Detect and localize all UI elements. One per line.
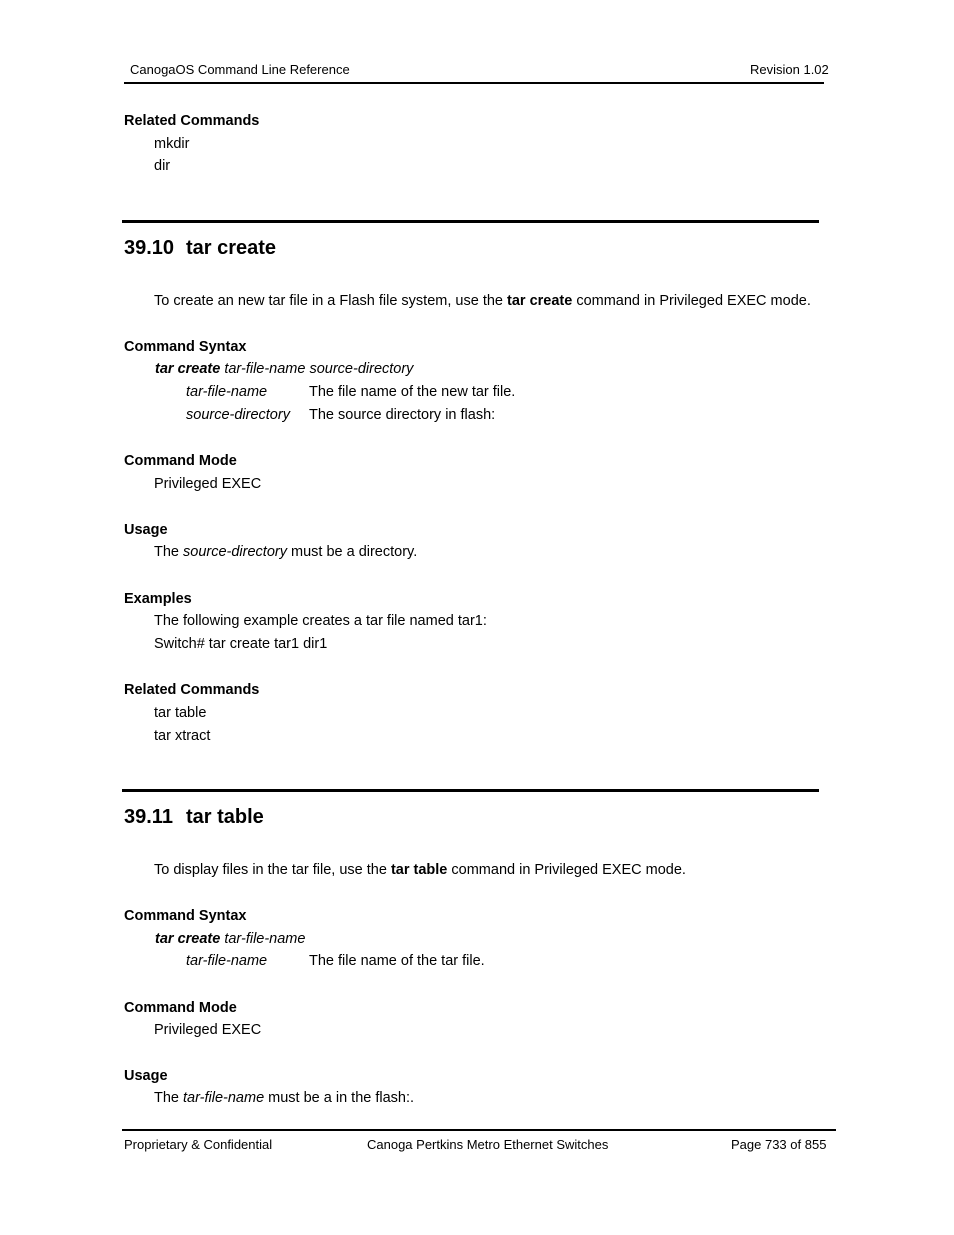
footer-confidential: Proprietary & Confidential (124, 1137, 273, 1152)
usage-text: The tar-file-name must be a in the flash:. (154, 1090, 415, 1106)
related-commands-heading: Related Commands (124, 682, 260, 698)
footer-page-number: Page 733 of 855 (731, 1137, 827, 1152)
related-command-tar-table: tar table (154, 705, 207, 721)
command-syntax: tar create tar-file-name (155, 931, 306, 947)
related-command-mkdir: mkdir (154, 136, 190, 152)
related-command-dir: dir (154, 158, 171, 174)
command-syntax-heading: Command Syntax (124, 339, 247, 355)
footer-rule (122, 1129, 836, 1131)
command-mode: Privileged EXEC (154, 1022, 262, 1038)
command-mode: Privileged EXEC (154, 476, 262, 492)
section-title-text: tar table (186, 806, 264, 828)
section-intro: To create an new tar file in a Flash file system, use the tar create command in Privileged EXEC mode. (154, 293, 811, 309)
param-name: source-directory (186, 407, 290, 423)
command-mode-heading: Command Mode (124, 1000, 237, 1016)
param-name: tar-file-name (186, 384, 268, 400)
section-title (124, 806, 264, 829)
section-number: 39.11 (124, 806, 173, 828)
section-title (124, 237, 276, 260)
section-title-text: tar create (186, 237, 277, 259)
command-syntax: tar create tar-file-name source-directory (155, 361, 414, 377)
param-name: tar-file-name (186, 953, 268, 969)
param-desc: The source directory in flash: (309, 407, 496, 423)
param-desc: The file name of the tar file. (309, 953, 485, 969)
command-mode-heading: Command Mode (124, 453, 237, 469)
related-command-tar-xtract: tar xtract (154, 728, 211, 744)
param-desc: The file name of the new tar file. (309, 384, 516, 400)
footer-product: Canoga Pertkins Metro Ethernet Switches (367, 1137, 609, 1152)
header-title: CanogaOS Command Line Reference (130, 62, 350, 77)
section-intro: To display files in the tar file, use the tar table command in Privileged EXEC mode. (154, 862, 686, 878)
example-command: Switch# tar create tar1 dir1 (154, 636, 328, 652)
header-rule (124, 82, 824, 84)
usage-heading: Usage (124, 1068, 168, 1084)
section-divider (122, 789, 819, 792)
section-number: 39.10 (124, 237, 175, 259)
command-syntax-heading: Command Syntax (124, 908, 247, 924)
examples-heading: Examples (124, 591, 192, 607)
section-divider (122, 220, 819, 223)
example-description: The following example creates a tar file named tar1: (154, 613, 487, 629)
usage-heading: Usage (124, 522, 168, 538)
related-commands-heading: Related Commands (124, 113, 260, 129)
usage-text: The source-directory must be a directory. (154, 544, 418, 560)
header-revision: Revision 1.02 (750, 62, 829, 77)
